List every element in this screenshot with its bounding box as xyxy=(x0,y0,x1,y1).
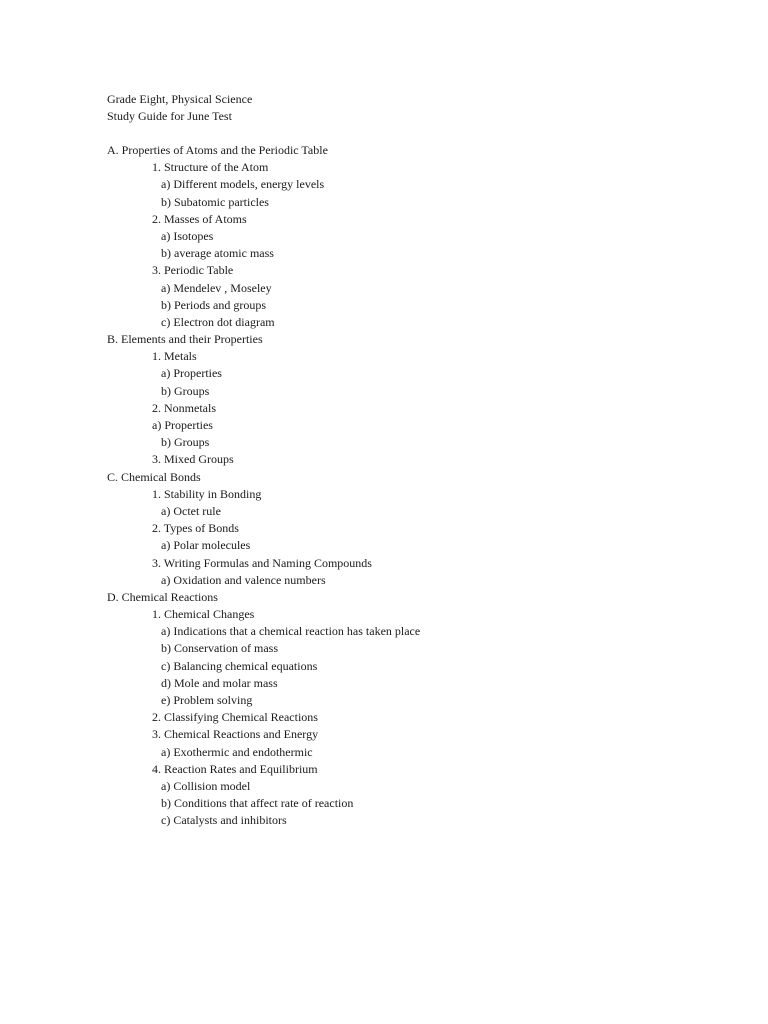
document-header xyxy=(107,91,252,125)
outline-topic: 3. Periodic Table xyxy=(152,263,234,278)
outline-topic: 2. Types of Bonds xyxy=(152,521,239,536)
outline-subtopic: a) Octet rule xyxy=(161,503,221,518)
outline-subtopic: b) Conservation of mass xyxy=(161,641,278,656)
outline-section-heading: D. Chemical Reactions xyxy=(107,589,218,604)
outline-subtopic: d) Mole and molar mass xyxy=(161,675,278,690)
outline-topic: 3. Mixed Groups xyxy=(152,452,234,467)
outline-subtopic: a) Mendelev , Moseley xyxy=(161,280,272,295)
outline-subtopic: b) Groups xyxy=(161,383,210,398)
outline-topic: 2. Masses of Atoms xyxy=(152,211,247,226)
outline-subtopic: a) Collision model xyxy=(161,778,251,793)
outline-subtopic: a) Polar molecules xyxy=(161,538,251,553)
outline-subtopic: b) Conditions that affect rate of reaction xyxy=(161,796,354,811)
guide-title: Study Guide for June Test xyxy=(107,109,232,123)
outline-section-heading: A. Properties of Atoms and the Periodic Table xyxy=(107,143,328,157)
outline-topic: 3. Writing Formulas and Naming Compounds xyxy=(152,555,372,570)
outline-topic: 1. Chemical Changes xyxy=(152,607,255,622)
outline-subtopic: a) Properties xyxy=(161,366,222,381)
study-outline xyxy=(0,142,768,830)
outline-subtopic: b) Groups xyxy=(161,435,210,450)
outline-topic: 2. Nonmetals xyxy=(152,400,216,415)
outline-subtopic: a) Isotopes xyxy=(161,228,214,243)
outline-subtopic: a) Different models, energy levels xyxy=(161,177,325,192)
outline-subtopic: a) Indications that a chemical reaction has taken place xyxy=(161,624,421,639)
outline-subtopic: a) Oxidation and valence numbers xyxy=(161,572,326,587)
outline-topic: 2. Classifying Chemical Reactions xyxy=(152,710,318,725)
outline-subtopic: c) Balancing chemical equations xyxy=(161,658,318,673)
outline-topic: 4. Reaction Rates and Equilibrium xyxy=(152,761,318,776)
outline-topic: 1. Structure of the Atom xyxy=(152,160,269,175)
outline-subtopic: c) Catalysts and inhibitors xyxy=(161,813,287,828)
outline-subtopic: a) Properties xyxy=(152,418,213,432)
outline-subtopic: a) Exothermic and endothermic xyxy=(161,744,313,759)
outline-topic: 3. Chemical Reactions and Energy xyxy=(152,727,319,742)
outline-subtopic: c) Electron dot diagram xyxy=(161,314,275,329)
outline-topic: 1. Stability in Bonding xyxy=(152,486,262,501)
outline-subtopic: e) Problem solving xyxy=(161,693,253,707)
outline-subtopic: b) Periods and groups xyxy=(161,297,266,312)
outline-topic: 1. Metals xyxy=(152,349,197,364)
outline-subtopic: b) Subatomic particles xyxy=(161,194,269,209)
outline-subtopic: b) average atomic mass xyxy=(161,246,274,261)
outline-section-heading: B. Elements and their Properties xyxy=(107,332,263,347)
course-title: Grade Eight, Physical Science xyxy=(107,92,253,106)
outline-section-heading: C. Chemical Bonds xyxy=(107,469,201,484)
